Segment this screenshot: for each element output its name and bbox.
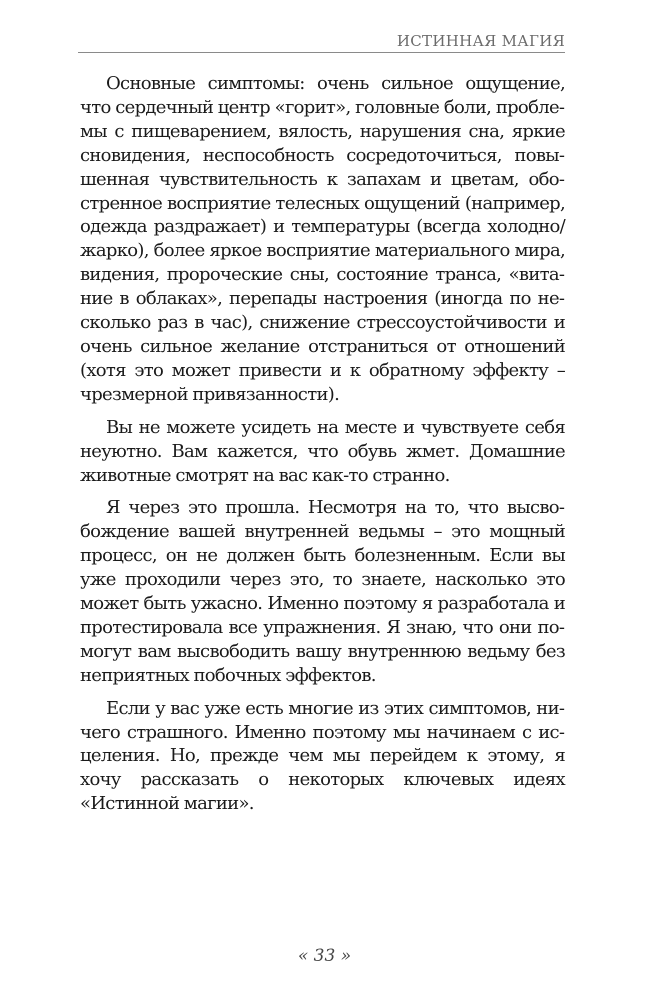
body-text bbox=[80, 72, 565, 825]
paragraph-experience: Я через это прошла. Несмотря на то, что высвобождение вашей внутренней ведьмы – это мощный процесс, он не должен быть болезненным. Если вы уже проходили через это, то знаете, насколько это может быть ужасно. Именно поэтому я разработала и протестировала все упражнения. Я знаю, что они помогут вам высвободить вашу внутреннюю ведьму без неприятных побочных эффектов. bbox=[80, 497, 565, 686]
page-number: « 33 » bbox=[297, 946, 352, 966]
running-header bbox=[78, 30, 565, 53]
paragraph-restless: Вы не можете усидеть на месте и чувствуете себя неуютно. Вам кажется, что обувь жмет. Домашние животные смотрят на вас как-то странно. bbox=[80, 416, 565, 486]
paragraph-symptoms: Основные симптомы: очень сильное ощущение, что сердечный центр «горит», головные боли, проблемы с пищеварением, вялость, нарушения сна, яркие сновидения, неспособность сосредоточиться, повышенная чувствительность к запахам и цветам, обостренное восприятие телесных ощущений (например, одежда раздражает) и температуры (всегда холодно/ жарко), более яркое восприятие материального мира, видения, пророческие сны, состояние транса, «витание в облаках», перепады настроения (иногда по несколько раз в час), снижение стрессоустойчивости и очень сильное желание отстраниться от отношений (хотя это может привести и к обратному эффекту – чрезмерной привязанности). bbox=[80, 73, 565, 405]
running-header-title: ИСТИННАЯ МАГИЯ bbox=[393, 30, 565, 52]
paragraph-healing: Если у вас уже есть многие из этих симптомов, ничего страшного. Именно поэтому мы начинаем с исцеления. Но, прежде чем мы перейдем к этому, я хочу рассказать о некоторых ключевых идеях «Истинной магии». bbox=[80, 697, 565, 815]
